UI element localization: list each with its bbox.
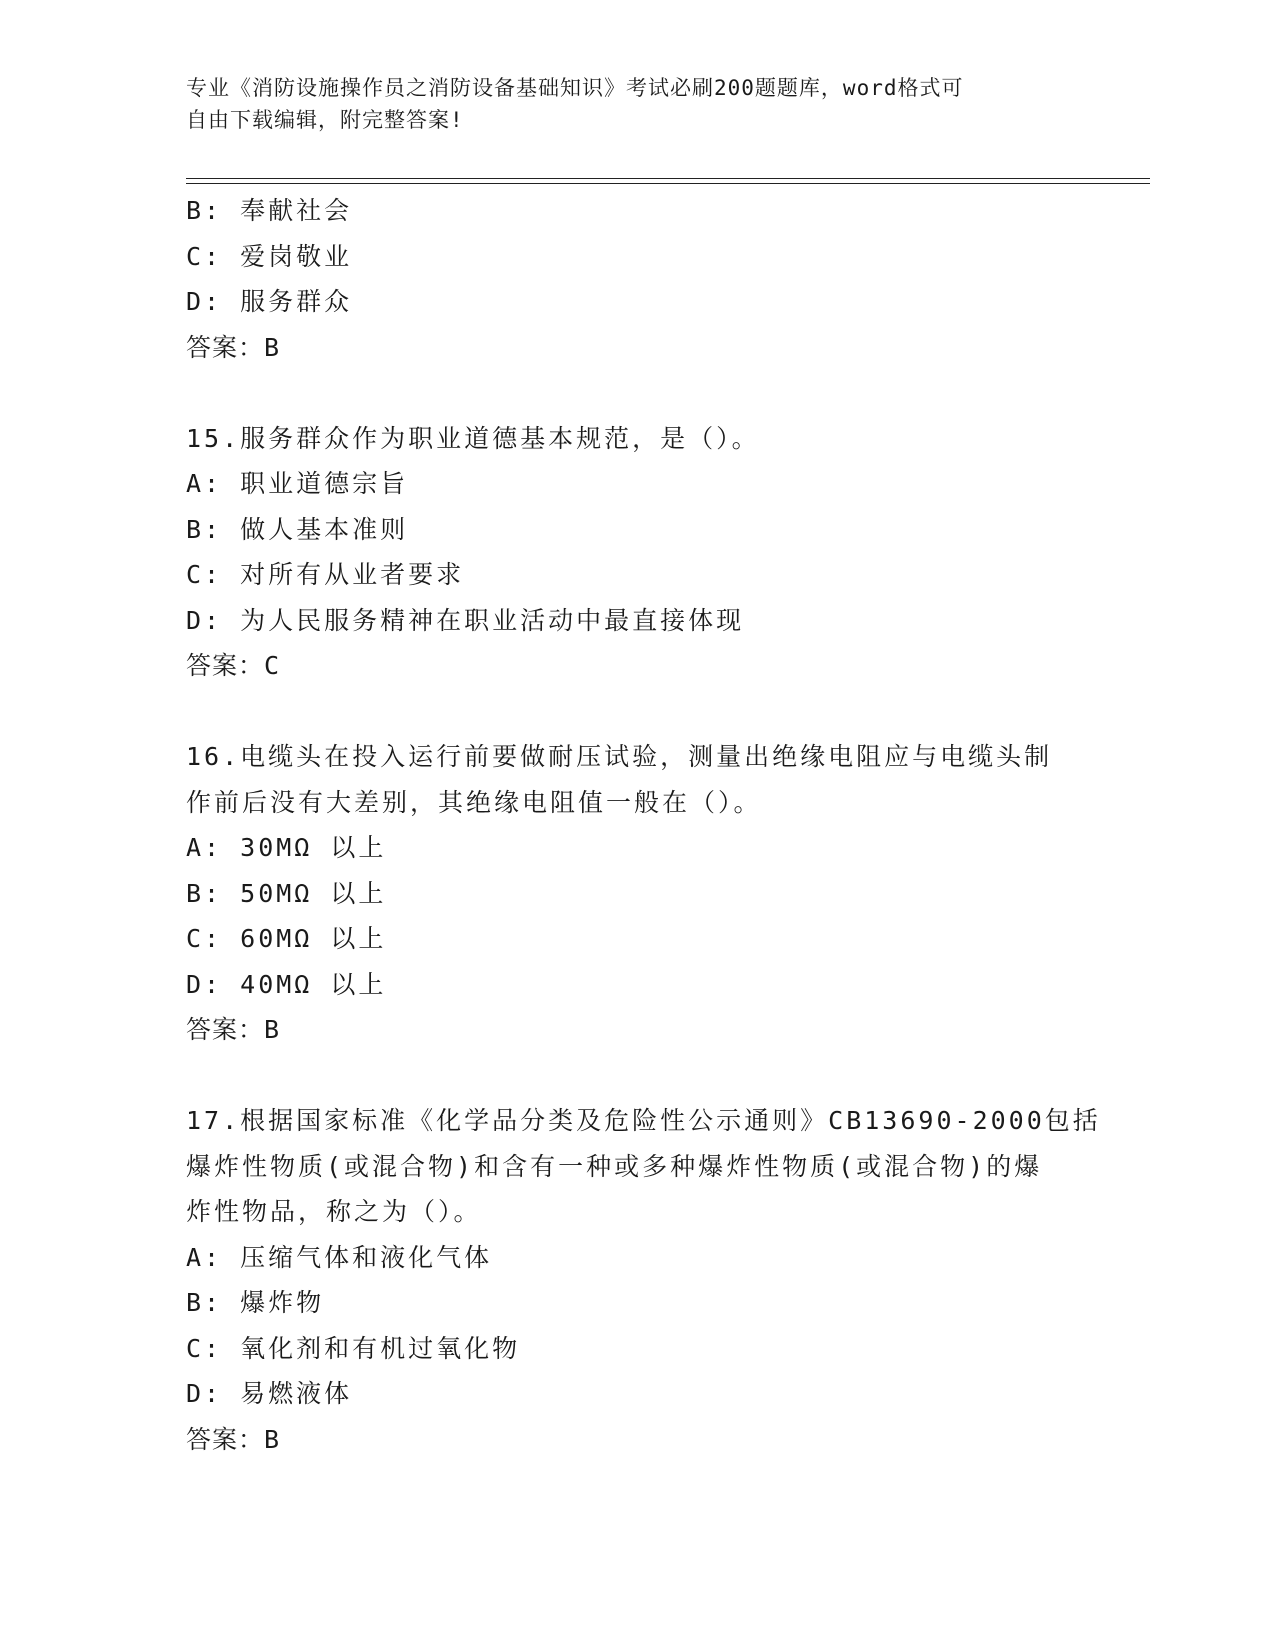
document-header <box>186 72 1066 136</box>
header-divider-bottom <box>186 183 1150 184</box>
question-block-16 <box>186 734 1086 1053</box>
question-block-14 <box>186 188 1086 370</box>
answer-line: 答案：C <box>186 651 281 680</box>
option-b: B: 爆炸物 <box>186 1288 325 1317</box>
header-divider-top <box>186 178 1150 179</box>
option-b: B: 做人基本准则 <box>186 514 409 544</box>
option-c: C: 60MΩ 以上 <box>186 924 387 953</box>
question-block-15 <box>186 416 1086 689</box>
option-a: A: 职业道德宗旨 <box>186 469 409 498</box>
answer-line: 答案：B <box>186 1424 281 1454</box>
spacer <box>186 689 1086 735</box>
question-stem: 17.根据国家标准《化学品分类及危险性公示通则》CB13690-2000包括 <box>186 1106 1101 1135</box>
option-d: D: 40MΩ 以上 <box>186 969 387 999</box>
question-stem: 15.服务群众作为职业道德基本规范，是（）。 <box>186 423 760 453</box>
question-list <box>186 188 1101 1462</box>
option-d: D: 为人民服务精神在职业活动中最直接体现 <box>186 605 745 635</box>
spacer <box>186 1053 1086 1099</box>
question-stem-continued: 作前后没有大差别，其绝缘电阻值一般在（）。 <box>186 787 762 817</box>
option-c: C: 氧化剂和有机过氧化物 <box>186 1333 521 1363</box>
option-b: B: 奉献社会 <box>186 196 353 225</box>
answer-line: 答案：B <box>186 332 281 362</box>
header-line-2: 自由下载编辑，附完整答案! <box>186 108 464 132</box>
option-b: B: 50MΩ 以上 <box>186 878 387 908</box>
question-stem: 16.电缆头在投入运行前要做耐压试验，测量出绝缘电阻应与电缆头制 <box>186 742 1053 771</box>
header-line-1: 专业《消防设施操作员之消防设备基础知识》考试必刷200题题库，word格式可 <box>186 76 964 100</box>
spacer <box>186 370 1086 416</box>
option-d: D: 服务群众 <box>186 287 353 316</box>
option-c: C: 爱岗敬业 <box>186 241 353 271</box>
option-a: A: 压缩气体和液化气体 <box>186 1242 493 1272</box>
option-d: D: 易燃液体 <box>186 1379 353 1408</box>
option-a: A: 30MΩ 以上 <box>186 833 387 862</box>
question-stem-continued: 炸性物品，称之为（）。 <box>186 1197 482 1226</box>
option-c: C: 对所有从业者要求 <box>186 560 465 589</box>
question-stem-continued: 爆炸性物质(或混合物)和含有一种或多种爆炸性物质(或混合物)的爆 <box>186 1151 1043 1181</box>
question-block-17 <box>186 1098 1101 1462</box>
answer-line: 答案：B <box>186 1015 281 1044</box>
